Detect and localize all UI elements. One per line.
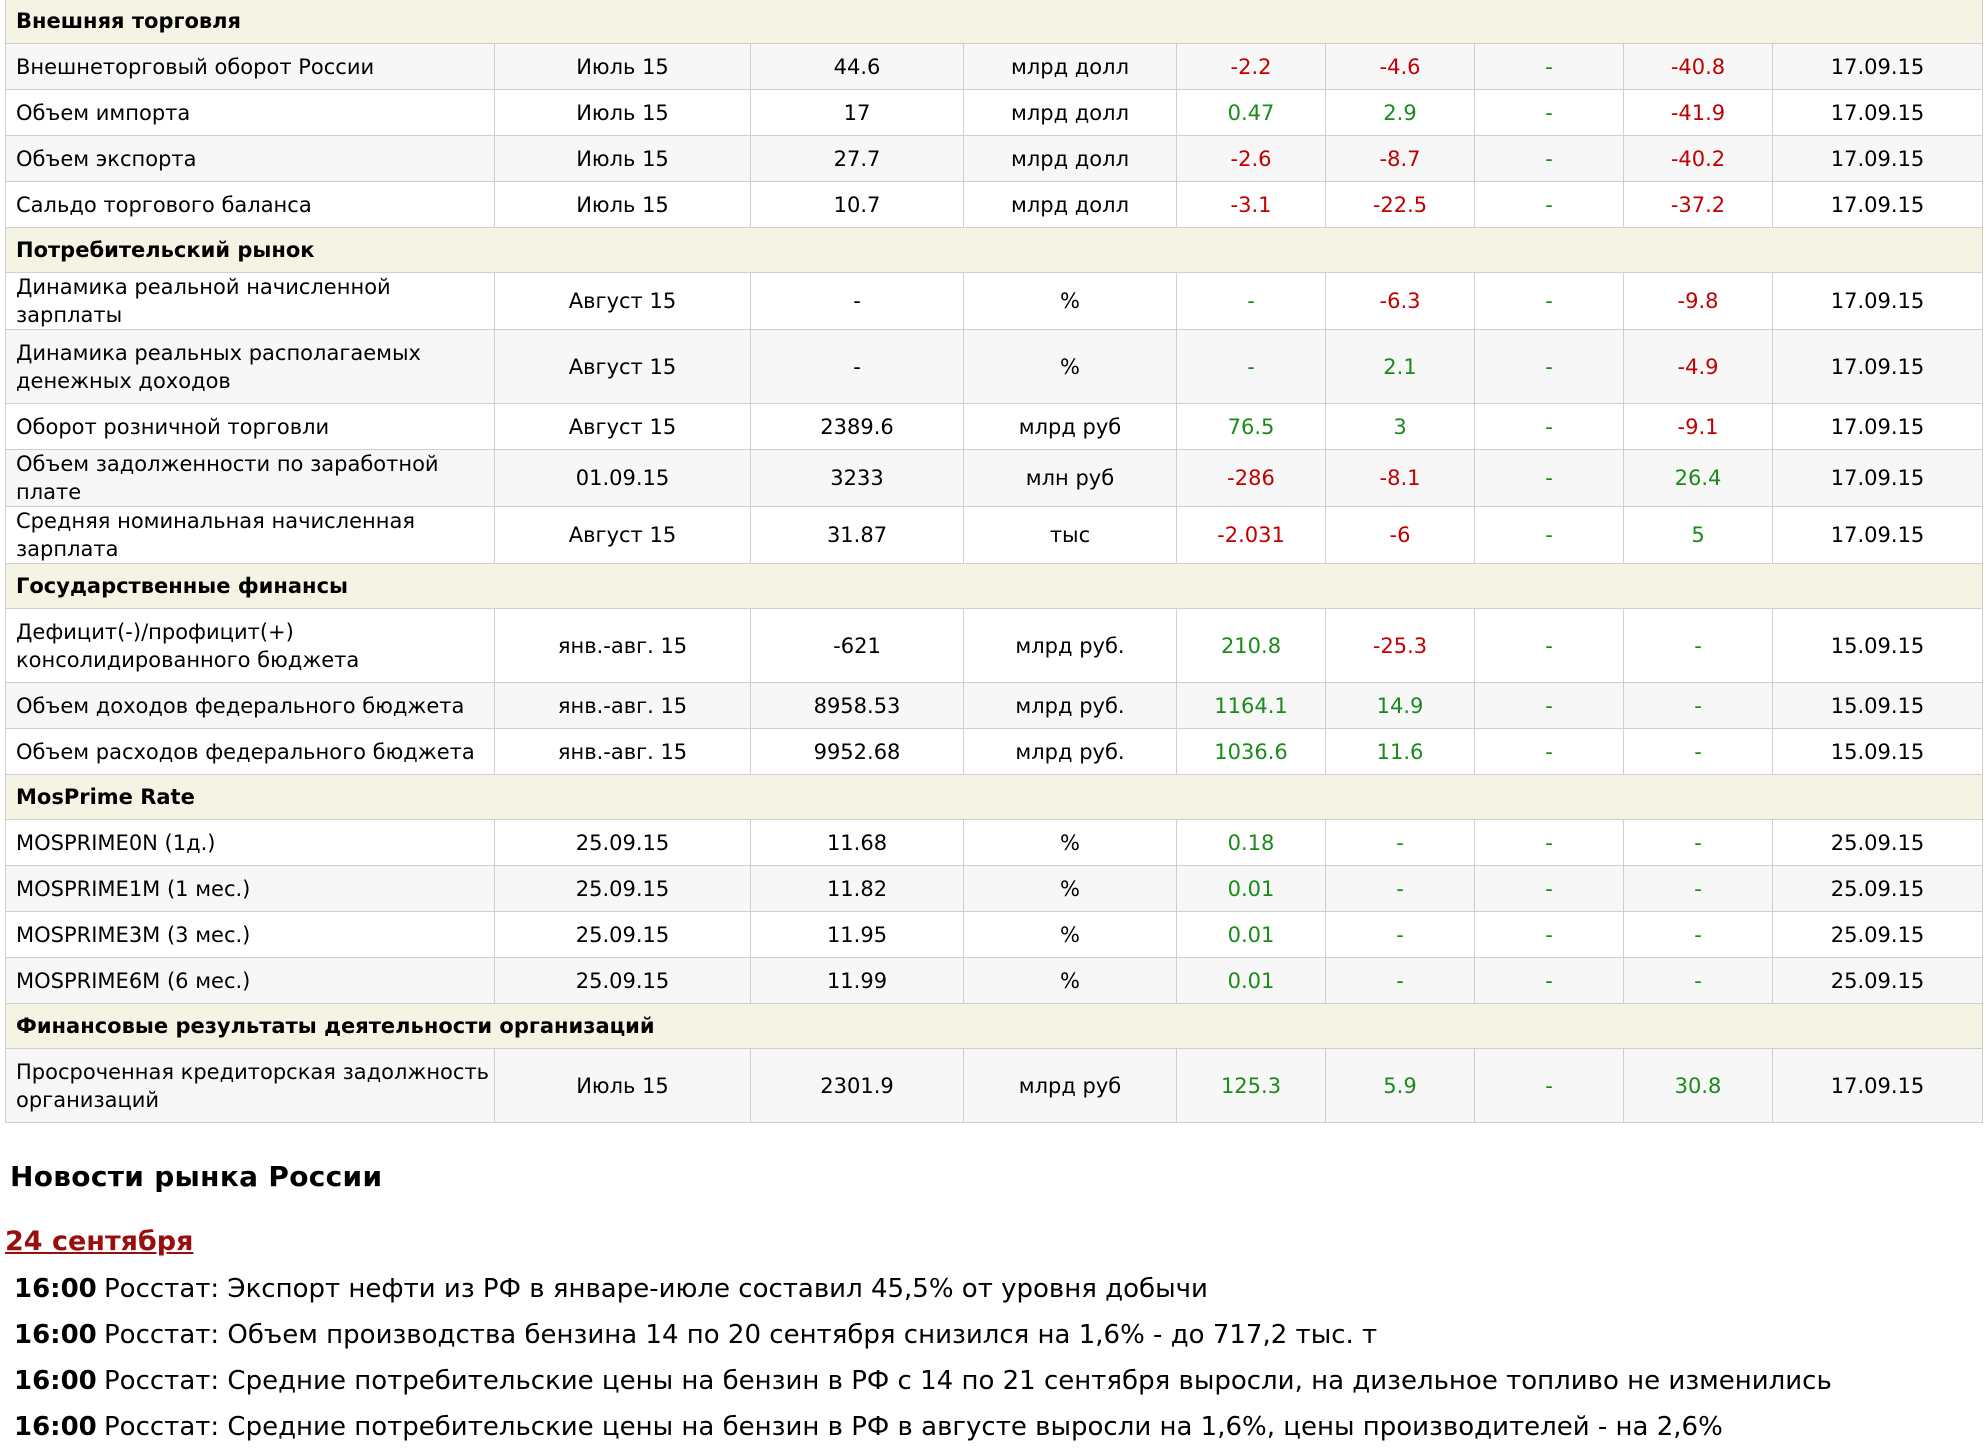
change-abs: 125.3 (1177, 1049, 1326, 1123)
indicator-row (6, 958, 1983, 1004)
change-abs: -2.6 (1177, 136, 1326, 182)
news-item (14, 1312, 1832, 1358)
change-yoy: - (1624, 729, 1773, 775)
indicator-updated-date: 15.09.15 (1773, 729, 1983, 775)
change-pct: -25.3 (1326, 609, 1475, 683)
change-col3: - (1475, 820, 1624, 866)
indicator-value: - (751, 330, 964, 404)
indicator-row (6, 609, 1983, 683)
change-col3: - (1475, 729, 1624, 775)
change-yoy: -9.1 (1624, 404, 1773, 450)
indicator-row (6, 866, 1983, 912)
news-list (14, 1266, 1832, 1450)
indicator-period: Август 15 (495, 330, 751, 404)
section-title: Государственные финансы (6, 564, 1983, 609)
indicator-value: 3233 (751, 450, 964, 507)
indicator-value: 11.82 (751, 866, 964, 912)
indicator-period: 25.09.15 (495, 866, 751, 912)
indicator-value: -621 (751, 609, 964, 683)
change-yoy: -4.9 (1624, 330, 1773, 404)
change-pct: -6 (1326, 507, 1475, 564)
indicator-row (6, 820, 1983, 866)
news-time: 16:00 (14, 1366, 97, 1396)
indicator-updated-date: 17.09.15 (1773, 136, 1983, 182)
indicator-name: Дефицит(-)/профицит(+) консолидированного бюджета (6, 609, 495, 683)
section-title: MosPrime Rate (6, 775, 1983, 820)
indicator-name: Просроченная кредиторская задолжность организаций (6, 1049, 495, 1123)
indicator-name: MOSPRIME0N (1д.) (6, 820, 495, 866)
change-col3: - (1475, 958, 1624, 1004)
change-yoy: -40.8 (1624, 44, 1773, 90)
indicator-unit: млрд руб. (964, 683, 1177, 729)
change-pct: 11.6 (1326, 729, 1475, 775)
change-pct: - (1326, 866, 1475, 912)
indicator-period: Июль 15 (495, 90, 751, 136)
indicator-period: Июль 15 (495, 136, 751, 182)
indicator-name: Сальдо торгового баланса (6, 182, 495, 228)
indicator-name: Динамика реальной начисленной зарплаты (6, 273, 495, 330)
indicator-updated-date: 17.09.15 (1773, 182, 1983, 228)
indicator-period: Август 15 (495, 507, 751, 564)
indicator-period: Июль 15 (495, 182, 751, 228)
indicator-value: 9952.68 (751, 729, 964, 775)
indicator-period: Июль 15 (495, 44, 751, 90)
change-yoy: - (1624, 609, 1773, 683)
change-pct: 2.1 (1326, 330, 1475, 404)
indicator-name: MOSPRIME3M (3 мес.) (6, 912, 495, 958)
change-yoy: - (1624, 866, 1773, 912)
change-col3: - (1475, 683, 1624, 729)
indicator-unit: % (964, 912, 1177, 958)
section-header-row (6, 775, 1983, 820)
indicator-period: Июль 15 (495, 1049, 751, 1123)
indicator-row (6, 404, 1983, 450)
change-pct: -4.6 (1326, 44, 1475, 90)
change-col3: - (1475, 1049, 1624, 1123)
change-abs: 1164.1 (1177, 683, 1326, 729)
indicator-row (6, 450, 1983, 507)
indicator-name: Объем импорта (6, 90, 495, 136)
change-pct: - (1326, 912, 1475, 958)
indicator-period: янв.-авг. 15 (495, 683, 751, 729)
indicator-value: 10.7 (751, 182, 964, 228)
change-col3: - (1475, 182, 1624, 228)
change-abs: 1036.6 (1177, 729, 1326, 775)
news-headline-link[interactable]: Росстат: Объем производства бензина 14 по 20 сентября снизился на 1,6% - до 717,2 тыс. т (104, 1320, 1378, 1350)
indicator-value: 2301.9 (751, 1049, 964, 1123)
indicator-period: 25.09.15 (495, 820, 751, 866)
indicator-unit: млрд долл (964, 44, 1177, 90)
change-col3: - (1475, 44, 1624, 90)
indicator-updated-date: 17.09.15 (1773, 450, 1983, 507)
indicator-value: 44.6 (751, 44, 964, 90)
change-abs: 0.01 (1177, 866, 1326, 912)
indicator-updated-date: 25.09.15 (1773, 958, 1983, 1004)
indicator-period: янв.-авг. 15 (495, 729, 751, 775)
indicator-name: Объем задолженности по заработной плате (6, 450, 495, 507)
change-col3: - (1475, 90, 1624, 136)
section-header-row (6, 228, 1983, 273)
section-title: Потребительский рынок (6, 228, 1983, 273)
indicator-updated-date: 15.09.15 (1773, 683, 1983, 729)
change-yoy: - (1624, 958, 1773, 1004)
indicator-unit: % (964, 820, 1177, 866)
indicator-name: Внешнеторговый оборот России (6, 44, 495, 90)
indicator-updated-date: 17.09.15 (1773, 273, 1983, 330)
indicator-row (6, 182, 1983, 228)
change-abs: - (1177, 273, 1326, 330)
indicator-value: 11.95 (751, 912, 964, 958)
change-yoy: -37.2 (1624, 182, 1773, 228)
indicator-unit: % (964, 958, 1177, 1004)
indicator-updated-date: 17.09.15 (1773, 1049, 1983, 1123)
indicator-row (6, 1049, 1983, 1123)
indicator-value: 17 (751, 90, 964, 136)
change-yoy: -9.8 (1624, 273, 1773, 330)
change-pct: 14.9 (1326, 683, 1475, 729)
indicator-row (6, 507, 1983, 564)
indicator-unit: млрд руб. (964, 729, 1177, 775)
indicator-name: MOSPRIME6M (6 мес.) (6, 958, 495, 1004)
section-title: Финансовые результаты деятельности организаций (6, 1004, 1983, 1049)
indicator-row (6, 136, 1983, 182)
change-yoy: 30.8 (1624, 1049, 1773, 1123)
change-abs: -286 (1177, 450, 1326, 507)
news-section-title: Новости рынка России (10, 1160, 383, 1193)
change-pct: 5.9 (1326, 1049, 1475, 1123)
indicator-unit: млрд руб. (964, 609, 1177, 683)
indicator-row (6, 90, 1983, 136)
indicator-period: 25.09.15 (495, 912, 751, 958)
indicator-value: 8958.53 (751, 683, 964, 729)
indicator-name: Объем доходов федерального бюджета (6, 683, 495, 729)
section-title: Внешняя торговля (6, 0, 1983, 44)
indicator-updated-date: 17.09.15 (1773, 330, 1983, 404)
change-col3: - (1475, 866, 1624, 912)
change-abs: 0.01 (1177, 912, 1326, 958)
change-pct: 2.9 (1326, 90, 1475, 136)
indicator-row (6, 729, 1983, 775)
change-pct: 3 (1326, 404, 1475, 450)
section-header-row (6, 564, 1983, 609)
indicator-updated-date: 17.09.15 (1773, 44, 1983, 90)
change-col3: - (1475, 450, 1624, 507)
news-item (14, 1404, 1832, 1450)
indicator-unit: млн руб (964, 450, 1177, 507)
change-abs: -2.2 (1177, 44, 1326, 90)
change-abs: 0.01 (1177, 958, 1326, 1004)
indicator-unit: % (964, 273, 1177, 330)
news-headline-link[interactable]: Росстат: Средние потребительские цены на бензин в РФ с 14 по 21 сентября выросли, на дизельное топливо не изменились (104, 1366, 1832, 1396)
news-headline-link[interactable]: Росстат: Средние потребительские цены на бензин в РФ в августе выросли на 1,6%, цены производителей - на 2,6% (104, 1412, 1723, 1442)
change-yoy: - (1624, 820, 1773, 866)
news-item (14, 1266, 1832, 1312)
change-abs: - (1177, 330, 1326, 404)
indicator-row (6, 330, 1983, 404)
indicator-name: Динамика реальных располагаемых денежных доходов (6, 330, 495, 404)
change-col3: - (1475, 404, 1624, 450)
change-abs: -2.031 (1177, 507, 1326, 564)
change-col3: - (1475, 273, 1624, 330)
indicator-updated-date: 25.09.15 (1773, 912, 1983, 958)
indicator-value: 11.99 (751, 958, 964, 1004)
change-col3: - (1475, 136, 1624, 182)
indicator-unit: млрд долл (964, 90, 1177, 136)
indicator-updated-date: 17.09.15 (1773, 507, 1983, 564)
news-date-link[interactable]: 24 сентября (5, 1226, 194, 1257)
change-col3: - (1475, 609, 1624, 683)
change-pct: -22.5 (1326, 182, 1475, 228)
indicator-unit: % (964, 866, 1177, 912)
indicator-period: 25.09.15 (495, 958, 751, 1004)
change-yoy: - (1624, 912, 1773, 958)
news-time: 16:00 (14, 1412, 97, 1442)
indicator-value: 27.7 (751, 136, 964, 182)
indicator-unit: млрд руб (964, 404, 1177, 450)
indicator-value: 31.87 (751, 507, 964, 564)
indicator-unit: тыс (964, 507, 1177, 564)
indicator-period: Август 15 (495, 273, 751, 330)
indicator-period: Август 15 (495, 404, 751, 450)
change-pct: -8.1 (1326, 450, 1475, 507)
indicator-updated-date: 25.09.15 (1773, 866, 1983, 912)
indicator-name: Оборот розничной торговли (6, 404, 495, 450)
change-yoy: - (1624, 683, 1773, 729)
indicator-unit: % (964, 330, 1177, 404)
indicator-unit: млрд долл (964, 182, 1177, 228)
indicator-period: 01.09.15 (495, 450, 751, 507)
change-col3: - (1475, 330, 1624, 404)
indicator-name: Объем расходов федерального бюджета (6, 729, 495, 775)
indicator-period: янв.-авг. 15 (495, 609, 751, 683)
change-abs: -3.1 (1177, 182, 1326, 228)
section-header-row (6, 1004, 1983, 1049)
indicator-value: - (751, 273, 964, 330)
change-pct: - (1326, 820, 1475, 866)
change-col3: - (1475, 507, 1624, 564)
change-pct: -6.3 (1326, 273, 1475, 330)
indicator-unit: млрд руб (964, 1049, 1177, 1123)
change-pct: - (1326, 958, 1475, 1004)
change-abs: 210.8 (1177, 609, 1326, 683)
change-abs: 0.18 (1177, 820, 1326, 866)
news-time: 16:00 (14, 1320, 97, 1350)
indicator-value: 2389.6 (751, 404, 964, 450)
change-yoy: -41.9 (1624, 90, 1773, 136)
indicator-updated-date: 17.09.15 (1773, 90, 1983, 136)
change-yoy: 26.4 (1624, 450, 1773, 507)
indicator-row (6, 683, 1983, 729)
news-headline-link[interactable]: Росстат: Экспорт нефти из РФ в январе-июле составил 45,5% от уровня добычи (104, 1274, 1208, 1304)
change-pct: -8.7 (1326, 136, 1475, 182)
change-abs: 76.5 (1177, 404, 1326, 450)
section-header-row (6, 0, 1983, 44)
indicator-updated-date: 15.09.15 (1773, 609, 1983, 683)
economic-indicators-table (5, 0, 1983, 1123)
indicator-unit: млрд долл (964, 136, 1177, 182)
indicator-updated-date: 17.09.15 (1773, 404, 1983, 450)
change-yoy: -40.2 (1624, 136, 1773, 182)
change-abs: 0.47 (1177, 90, 1326, 136)
indicator-updated-date: 25.09.15 (1773, 820, 1983, 866)
indicator-row (6, 273, 1983, 330)
indicator-row (6, 44, 1983, 90)
indicator-name: MOSPRIME1M (1 мес.) (6, 866, 495, 912)
news-time: 16:00 (14, 1274, 97, 1304)
change-yoy: 5 (1624, 507, 1773, 564)
change-col3: - (1475, 912, 1624, 958)
indicator-value: 11.68 (751, 820, 964, 866)
indicator-name: Средняя номинальная начисленная зарплата (6, 507, 495, 564)
indicator-name: Объем экспорта (6, 136, 495, 182)
news-item (14, 1358, 1832, 1404)
indicator-row (6, 912, 1983, 958)
